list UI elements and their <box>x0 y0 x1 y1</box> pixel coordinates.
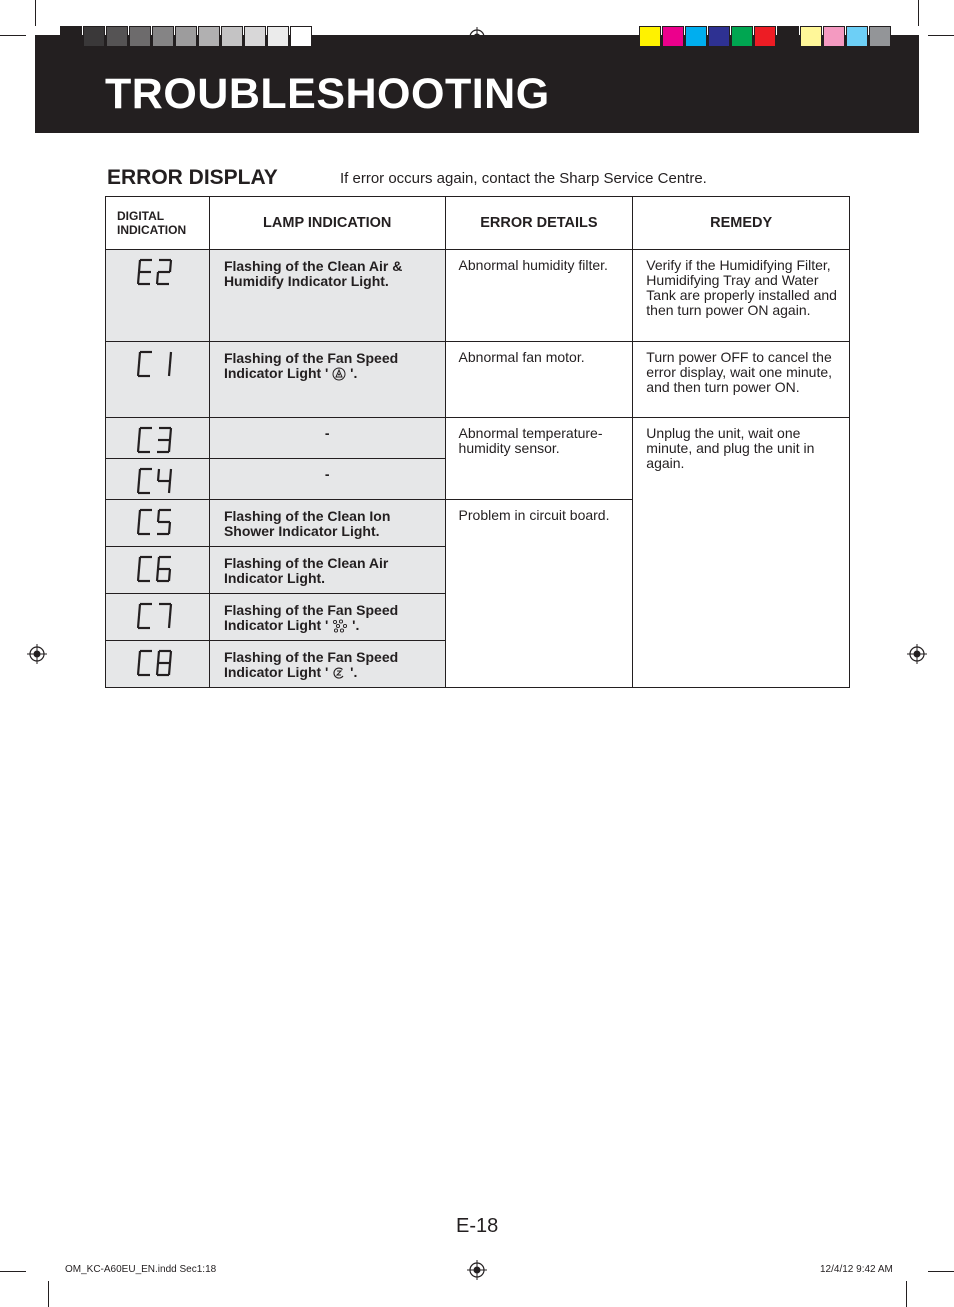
registration-mark-icon <box>467 1260 487 1280</box>
digital-code-cell <box>106 459 210 500</box>
digital-code-cell <box>106 594 210 641</box>
table-header-row <box>106 197 850 250</box>
error-details-cell: Abnormal humidity filter. <box>445 250 633 342</box>
lamp-indication-cell: - <box>209 459 445 500</box>
seven-segment-code <box>137 602 177 633</box>
column-header-lamp: LAMP INDICATION <box>209 197 445 250</box>
registration-mark-icon <box>907 644 927 664</box>
lamp-indication-cell: Flashing of the Clean Ion Shower Indicator Light. <box>209 500 445 547</box>
table-row <box>106 250 850 342</box>
lamp-indication-cell: - <box>209 418 445 459</box>
seven-segment-code <box>137 350 177 381</box>
color-swatch <box>221 26 243 47</box>
color-swatch <box>754 26 776 47</box>
color-swatch <box>869 26 891 47</box>
color-swatch <box>846 26 868 47</box>
color-swatch <box>152 26 174 47</box>
column-header-remedy: REMEDY <box>633 197 850 250</box>
lamp-indication-cell <box>209 594 445 641</box>
remedy-cell: Verify if the Humidifying Filter, Humidifying Tray and Water Tank are properly installed and then turn power ON again. <box>633 250 850 342</box>
crop-mark <box>35 0 36 26</box>
color-swatch <box>267 26 289 47</box>
error-details-cell: Abnormal temperature-humidity sensor. <box>445 418 633 500</box>
color-swatch <box>198 26 220 47</box>
sleep-icon <box>332 666 346 683</box>
lamp-indication-cell <box>209 342 445 418</box>
remedy-cell: Turn power OFF to cancel the error display, wait one minute, and then turn power ON. <box>633 342 850 418</box>
lamp-text: Flashing of the Fan Speed Indicator Light ' <box>223 602 399 633</box>
digital-code-cell <box>106 418 210 459</box>
crop-mark <box>918 0 919 26</box>
color-swatch <box>662 26 684 47</box>
table-row <box>106 342 850 418</box>
color-swatch <box>175 26 197 47</box>
lamp-indication-cell: Flashing of the Clean Air & Humidify Indicator Light. <box>209 250 445 342</box>
digital-code-cell <box>106 500 210 547</box>
section-note: If error occurs again, contact the Sharp Service Centre. <box>340 170 707 187</box>
seven-segment-code <box>137 426 177 457</box>
registration-mark-icon <box>27 644 47 664</box>
crop-mark <box>928 1271 954 1272</box>
file-slug: OM_KC-A60EU_EN.indd Sec1:18 <box>65 1264 217 1275</box>
color-swatch <box>129 26 151 47</box>
lamp-text-suffix: '. <box>346 664 358 680</box>
remedy-cell: Unplug the unit, wait one minute, and plug the unit in again. <box>633 418 850 688</box>
digital-code-cell <box>106 342 210 418</box>
error-details-cell: Problem in circuit board. <box>445 500 633 688</box>
crop-mark <box>0 1271 26 1272</box>
error-details-cell: Abnormal fan motor. <box>445 342 633 418</box>
table-row <box>106 418 850 459</box>
section-title: ERROR DISPLAY <box>107 166 278 189</box>
lamp-text: Flashing of the Fan Speed Indicator Light ' <box>223 350 399 381</box>
seven-segment-code <box>137 467 177 498</box>
color-swatch <box>823 26 845 47</box>
crop-mark <box>906 1281 907 1307</box>
date-slug: 12/4/12 9:42 AM <box>820 1264 893 1275</box>
page-number: E-18 <box>456 1215 499 1237</box>
color-swatch <box>106 26 128 47</box>
lamp-indication-cell <box>209 641 445 688</box>
color-swatch <box>708 26 730 47</box>
seven-segment-code <box>137 555 177 586</box>
column-header-digital: DIGITAL INDICATION <box>106 197 210 250</box>
column-header-details: ERROR DETAILS <box>445 197 633 250</box>
auto-fan-icon <box>332 367 346 384</box>
color-swatch <box>731 26 753 47</box>
color-swatch <box>60 26 82 47</box>
color-swatch <box>800 26 822 47</box>
color-swatch <box>244 26 266 47</box>
error-display-table <box>105 196 850 688</box>
digital-code-cell <box>106 641 210 688</box>
lamp-text-suffix: '. <box>348 617 360 633</box>
color-swatch <box>639 26 661 47</box>
crop-mark <box>0 35 26 36</box>
seven-segment-code <box>137 649 177 680</box>
crop-mark <box>48 1281 49 1307</box>
color-swatch <box>685 26 707 47</box>
digital-code-cell <box>106 547 210 594</box>
seven-segment-code <box>137 258 177 289</box>
seven-segment-code <box>137 508 177 539</box>
pollen-icon <box>332 619 348 636</box>
color-swatch <box>83 26 105 47</box>
page-title: TROUBLESHOOTING <box>105 70 550 118</box>
color-swatch <box>290 26 312 47</box>
crop-mark <box>928 35 954 36</box>
lamp-text: Flashing of the Fan Speed Indicator Light ' <box>223 649 399 680</box>
digital-code-cell <box>106 250 210 342</box>
lamp-text-suffix: '. <box>346 365 358 381</box>
color-swatch <box>777 26 799 47</box>
lamp-indication-cell: Flashing of the Clean Air Indicator Light. <box>209 547 445 594</box>
